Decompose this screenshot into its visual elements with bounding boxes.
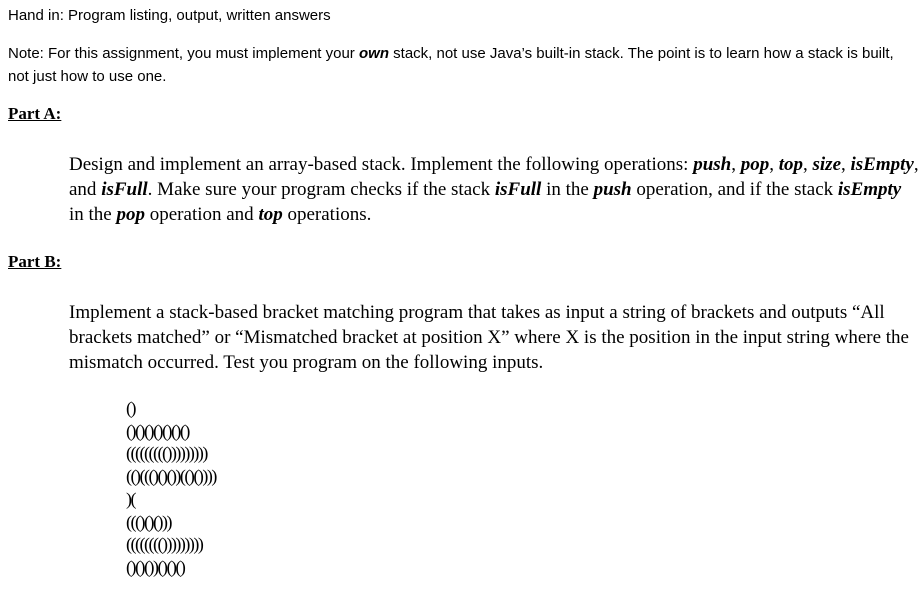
term-top: top [258,204,283,225]
bracket-input: ()()()()()()() [126,420,189,441]
part-a-heading: Part A: [8,104,62,123]
note-suffix: stack, not use Java’s built-in stack. The point is to learn how a stack is built, not just how to use one. [8,45,894,85]
part-b-heading: Part B: [8,252,62,271]
hand-in-line: Hand in: Program listing, output, written answers [8,7,331,24]
part-a-and: , and [69,154,919,200]
part-a-text-5: in the [69,204,117,225]
bracket-input: () [126,398,135,418]
term-isempty: isEmpty [837,179,902,200]
bracket-input-list [126,397,216,579]
part-a-text-6: operation and [145,204,259,225]
bracket-input: (()((()()())(()()))) [126,466,216,487]
part-a-text-1: Design and implement an array-based stack. Implement the following operations: [69,154,694,175]
bracket-input: (((((((())))))))) [126,534,203,555]
part-a-text-2: . Make sure your program checks if the stack [147,179,495,200]
part-a-comma-2: , [769,154,779,175]
part-a-text-4: operation, and if the stack [631,179,838,200]
part-a-comma-4: , [841,154,851,175]
note-emphasis: own [358,45,389,62]
op-top: top [778,154,803,175]
op-isfull: isFull [101,179,148,200]
part-a-comma-3: , [803,154,813,175]
part-b-description: Implement a stack-based bracket matching program that takes as input a string of brackets and outputs “All brackets matched” or “Mismatched bracket at position X” where X is the position in the input string where the mismatch occurred. Test you program on the following inputs. [69,302,909,373]
op-size: size [812,154,841,175]
bracket-input: ((((((((())))))))) [126,443,207,464]
part-a-text-7: operations. [282,204,372,225]
term-isfull: isFull [494,179,542,200]
op-isempty: isEmpty [850,154,914,175]
part-a-comma-1: , [731,154,741,175]
assignment-note [8,42,913,88]
term-push: push [593,179,632,200]
op-push: push [693,154,732,175]
part-a-text-3: in the [541,179,594,200]
note-prefix: Note: For this assignment, you must implement your [8,45,359,62]
term-pop: pop [116,204,145,225]
bracket-input: )( [126,488,135,509]
part-a-description [69,152,919,227]
bracket-input: ()()())()()() [126,556,185,577]
op-pop: pop [740,154,770,175]
bracket-input: ((()()())) [126,511,171,532]
